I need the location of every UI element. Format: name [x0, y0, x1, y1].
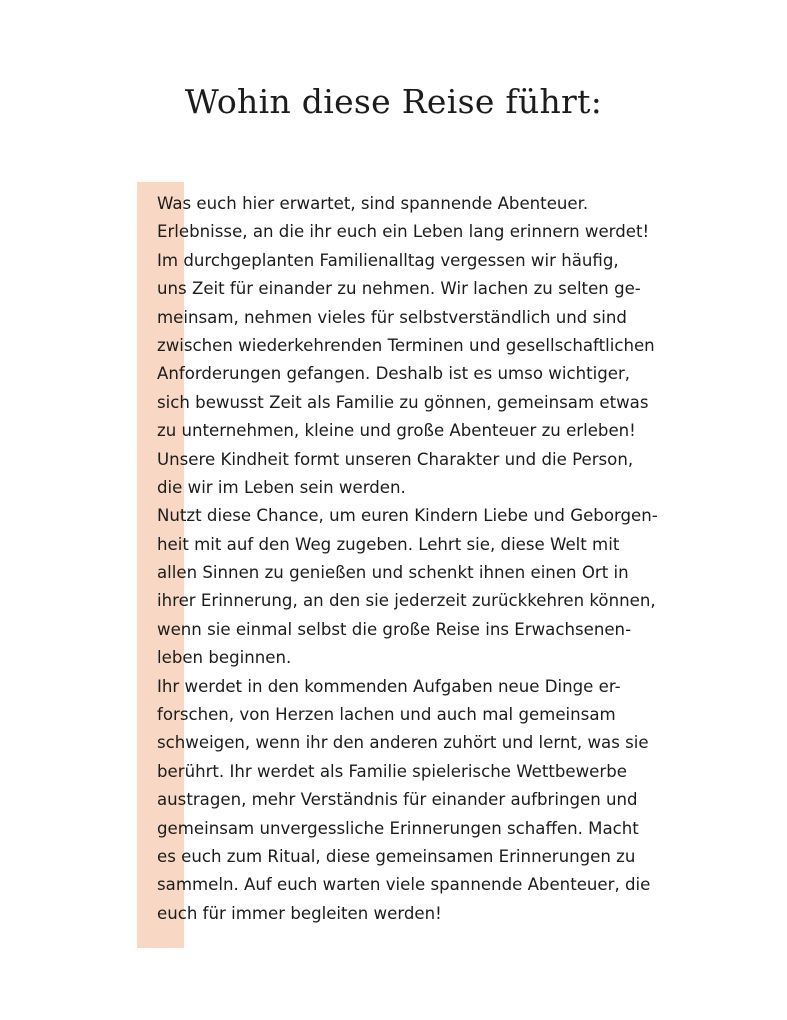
text-line: schweigen, wenn ihr den anderen zuhört und lernt, was sie — [157, 733, 649, 753]
text-line: die wir im Leben sein werden. — [157, 477, 406, 497]
text-line: berührt. Ihr werdet als Familie spielerische Wettbewerbe — [157, 761, 627, 781]
text-line: forschen, von Herzen lachen und auch mal gemeinsam — [157, 705, 616, 725]
text-line: Anforderungen gefangen. Deshalb ist es umso wichtiger, — [157, 364, 631, 384]
text-line: Ihr werdet in den kommenden Aufgaben neue Dinge er- — [157, 676, 621, 696]
text-line: Unsere Kindheit formt unseren Charakter und die Person, — [157, 449, 634, 469]
text-line: uns Zeit für einander zu nehmen. Wir lachen zu selten ge- — [157, 279, 641, 299]
text-line: sammeln. Auf euch warten viele spannende Abenteuer, die — [157, 875, 651, 895]
text-line: zu unternehmen, kleine und große Abenteuer zu erleben! — [157, 421, 636, 441]
text-line: wenn sie einmal selbst die große Reise ins Erwachsenen- — [157, 619, 632, 639]
text-line: Nutzt diese Chance, um euren Kindern Liebe und Geborgen- — [157, 506, 658, 526]
text-line: austragen, mehr Verständnis für einander aufbringen und — [157, 790, 638, 810]
text-line: leben beginnen. — [157, 648, 292, 668]
text-line: es euch zum Ritual, diese gemeinsamen Erinnerungen zu — [157, 846, 636, 866]
text-line: euch für immer begleiten werden! — [157, 903, 442, 923]
text-line: sich bewusst Zeit als Familie zu gönnen, gemeinsam etwas — [157, 392, 649, 412]
page-title: Wohin diese Reise führt: — [184, 82, 603, 121]
text-line: Im durchgeplanten Familienalltag vergessen wir häufig, — [157, 250, 619, 270]
text-line: ihrer Erinnerung, an den sie jederzeit zurückkehren können, — [157, 591, 656, 611]
body-paragraph — [157, 190, 677, 928]
text-line: Erlebnisse, an die ihr euch ein Leben lang erinnern werdet! — [157, 222, 650, 242]
text-line: Was euch hier erwartet, sind spannende Abenteuer. — [157, 194, 589, 213]
text-line: zwischen wiederkehrenden Terminen und gesellschaftlichen — [157, 335, 655, 355]
text-line: allen Sinnen zu genießen und schenkt ihnen einen Ort in — [157, 563, 629, 583]
text-line: meinsam, nehmen vieles für selbstverständlich und sind — [157, 307, 627, 327]
text-line: gemeinsam unvergessliche Erinnerungen schaffen. Macht — [157, 818, 639, 838]
text-line: heit mit auf den Weg zugeben. Lehrt sie, diese Welt mit — [157, 534, 620, 554]
